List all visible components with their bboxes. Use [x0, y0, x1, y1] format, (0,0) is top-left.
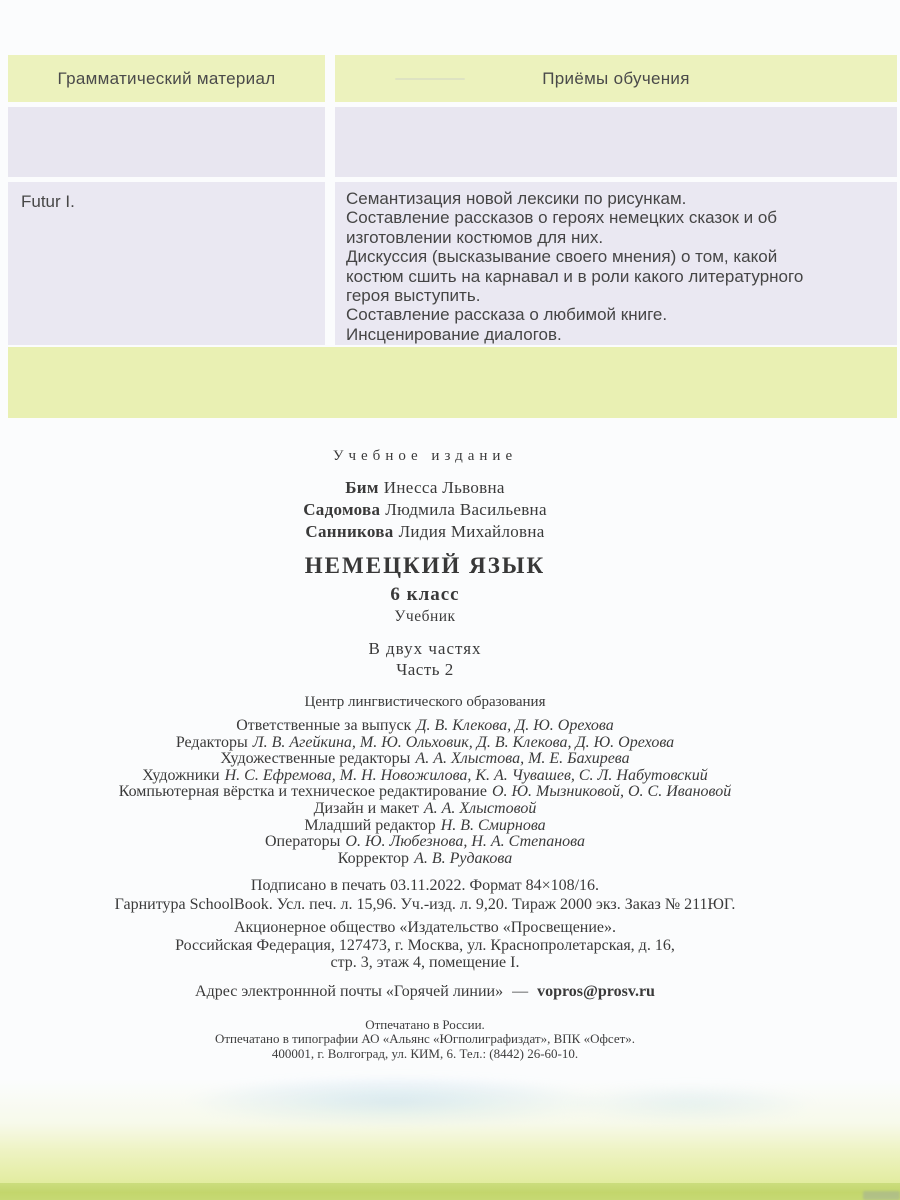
author-surname: Садомова	[303, 500, 381, 519]
publisher-line: Акционерное общество «Издательство «Просвещение».	[233, 919, 617, 937]
table-content-row	[8, 182, 897, 345]
publisher-line: стр. 3, этаж 4, помещение I.	[330, 954, 520, 972]
corner-shadow	[863, 1191, 900, 1200]
scan-artifact	[395, 78, 465, 80]
credit-role: Художники	[142, 766, 220, 784]
methods-table	[8, 55, 897, 418]
credit-line	[0, 735, 850, 752]
credit-role: Дизайн и макет	[313, 799, 419, 817]
author-line	[0, 477, 850, 499]
printed-line: Отпечатано в типографии АО «Альянс «Югполиграфиздат», ВПК «Офсет».	[214, 1031, 636, 1047]
edition-label: Учебное издание	[332, 448, 518, 464]
credit-line	[0, 834, 850, 851]
credit-role: Редакторы	[175, 733, 248, 751]
header-cell-grammar	[8, 55, 325, 102]
authors-block	[0, 477, 850, 543]
book-subtitle: Учебник	[394, 608, 456, 625]
credit-names: Л. В. Агейкина, М. Ю. Ольховик, Д. В. Клекова, Д. Ю. Орехова	[252, 733, 675, 751]
author-given-names: Людмила Васильевна	[385, 500, 547, 519]
technique-item: Инсценирование диалогов.	[346, 324, 562, 344]
grade-line: 6 класс	[390, 584, 460, 605]
author-line	[0, 521, 850, 543]
techniques-header-label: Приёмы обучения	[542, 68, 690, 88]
credit-line	[0, 784, 850, 801]
printed-line: 400001, г. Волгоград, ул. КИМ, 6. Тел.: (8442) 26-60-10.	[271, 1045, 579, 1061]
hotline-label: Адрес электроннной почты «Горячей линии»	[195, 982, 504, 1000]
credit-names: А. А. Хлыстова, М. Е. Бахирева	[415, 750, 630, 768]
author-surname: Санникова	[305, 522, 394, 541]
hotline-dash: —	[512, 982, 529, 1000]
publisher-line: Российская Федерация, 127473, г. Москва, ул. Краснопролетарская, д. 16,	[175, 936, 675, 954]
empty-table-row	[8, 107, 897, 177]
print-details-line: Подписано в печать 03.11.2022. Формат 84×108/16.	[250, 877, 600, 895]
department-line: Центр лингвистического образования	[304, 694, 546, 710]
technique-item: Составление рассказа о любимой книге.	[346, 305, 668, 325]
page-bottom-gradient	[0, 1080, 900, 1183]
publisher-block	[0, 919, 850, 972]
credit-line	[0, 801, 850, 818]
printed-block	[0, 1018, 850, 1062]
grammar-header-label: Грамматический материал	[57, 68, 276, 88]
credit-role: Младший редактор	[304, 816, 436, 834]
author-given-names: Лидия Михайловна	[398, 522, 545, 541]
print-details-line: Гарнитура SchoolBook. Усл. печ. л. 15,96. Уч.-изд. л. 9,20. Тираж 2000 экз. Заказ № 211ЮГ.	[114, 896, 736, 914]
hotline-line	[0, 983, 850, 1001]
credits-block	[0, 718, 850, 867]
grammar-topic: Futur I.	[21, 192, 75, 211]
credit-names: А. В. Рудакова	[414, 849, 513, 867]
credit-role: Ответственные за выпуск	[236, 717, 412, 734]
hotline-email: vopros@prosv.ru	[537, 982, 655, 1000]
techniques-cell	[335, 182, 897, 345]
credit-role: Художественные редакторы	[220, 750, 411, 768]
credit-line	[0, 768, 850, 785]
credit-names: А. А. Хлыстовой	[423, 799, 537, 817]
bottom-edge-strip	[0, 1183, 900, 1200]
credit-names: Н. В. Смирнова	[440, 816, 546, 834]
technique-item: Составление рассказов о героях немецких сказок и об изготовлении костюмов для них.	[346, 208, 778, 247]
credit-role: Операторы	[264, 833, 341, 851]
credit-line	[0, 751, 850, 768]
grammar-cell	[8, 182, 325, 345]
credit-line	[0, 718, 850, 735]
parts-note: В двух частях	[368, 639, 482, 658]
credit-names: О. Ю. Любезнова, Н. А. Степанова	[345, 833, 586, 851]
credit-names: Д. В. Клекова, Д. Ю. Орехова	[416, 717, 614, 734]
author-given-names: Инесса Львовна	[383, 478, 505, 497]
part-label: Часть 2	[396, 660, 454, 679]
empty-grammar-cell	[8, 107, 325, 177]
colophon	[0, 440, 850, 1061]
credit-role: Компьютерная вёрстка и техническое редактирование	[118, 783, 487, 801]
book-title: НЕМЕЦКИЙ ЯЗЫК	[304, 553, 546, 578]
credit-names: О. Ю. Мызниковой, О. С. Ивановой	[491, 783, 732, 801]
printed-line: Отпечатано в России.	[365, 1016, 485, 1032]
print-details-block	[0, 876, 850, 914]
green-accent-band	[8, 347, 897, 418]
technique-item: Дискуссия (высказывание своего мнения) о том, какой костюм сшить на карнавал и в роли какого литературного героя выступить.	[346, 247, 804, 306]
credit-line	[0, 851, 850, 868]
credit-role: Корректор	[337, 849, 410, 867]
author-surname: Бим	[345, 478, 379, 497]
author-line	[0, 499, 850, 521]
technique-item: Семантизация новой лексики по рисункам.	[346, 189, 687, 208]
empty-techniques-cell	[335, 107, 897, 177]
credit-line	[0, 818, 850, 835]
credit-names: Н. С. Ефремова, М. Н. Новожилова, К. А. Чувашев, С. Л. Набутовский	[224, 766, 708, 784]
